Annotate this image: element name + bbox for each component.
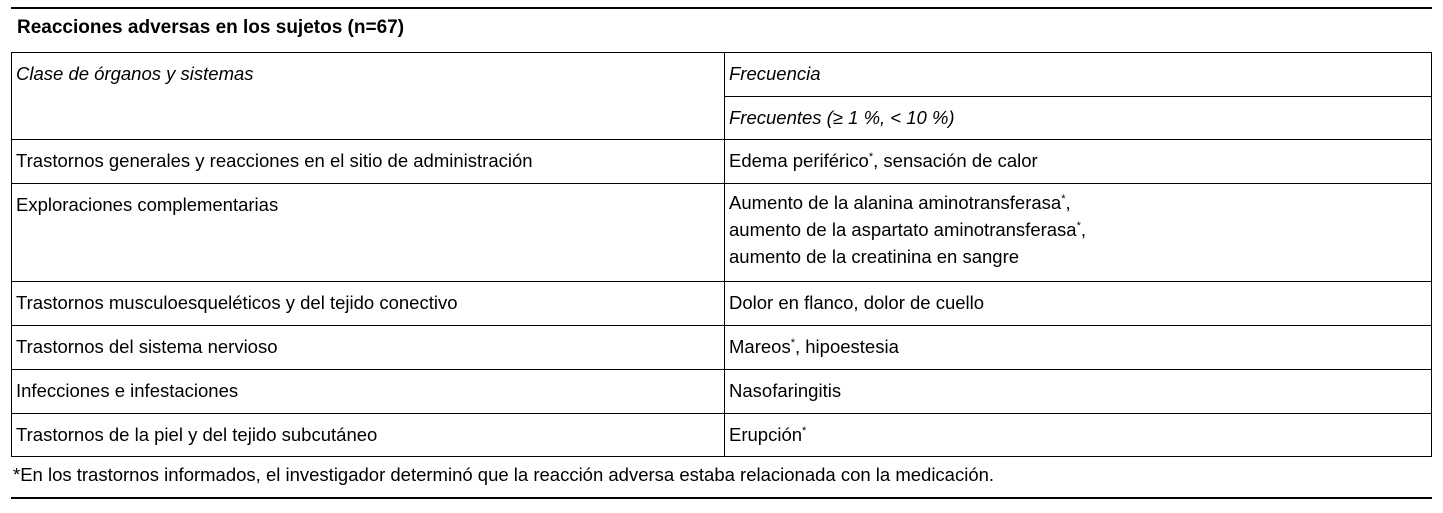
reaction-line (729, 189, 1427, 216)
subheader-frequency-common: Frecuentes (≥ 1 %, < 10 %) (725, 97, 1432, 140)
footnote: *En los trastornos informados, el investigador determinó que la reacción adversa estaba relacionada con la medicación. (13, 464, 995, 485)
reaction-cell (725, 326, 1432, 370)
table-row (12, 326, 1432, 370)
reaction-text: Mareos (729, 336, 791, 357)
adverse-reactions-table (11, 52, 1432, 457)
organ-class-cell: Trastornos musculoesqueléticos y del tejido conectivo (12, 282, 725, 326)
table-row (12, 282, 1432, 326)
header-frequency: Frecuencia (725, 53, 1432, 97)
reaction-text: Aumento de la alanina aminotransferasa (729, 192, 1062, 213)
reaction-cell (725, 184, 1432, 282)
reaction-text: Edema periférico (729, 150, 869, 171)
table-row (12, 140, 1432, 184)
reaction-line (729, 216, 1427, 243)
table-row (12, 370, 1432, 414)
reaction-cell (725, 140, 1432, 184)
organ-class-cell: Exploraciones complementarias (12, 184, 725, 282)
footnote-marker: * (790, 337, 795, 349)
reaction-text: , hipoestesia (794, 336, 899, 357)
table-row (12, 184, 1432, 282)
header-row (12, 53, 1432, 97)
top-rule (11, 7, 1432, 9)
bottom-rule (11, 497, 1432, 499)
organ-class-cell: Trastornos del sistema nervioso (12, 326, 725, 370)
footnote-marker: * (1076, 220, 1081, 232)
table-row (12, 414, 1432, 457)
reaction-text: , (1065, 192, 1071, 213)
organ-class-cell: Trastornos generales y reacciones en el sitio de administración (12, 140, 725, 184)
footnote-marker: * (802, 425, 807, 437)
reaction-line: aumento de la creatinina en sangre (729, 246, 1020, 267)
reaction-text: , sensación de calor (873, 150, 1038, 171)
organ-class-cell: Infecciones e infestaciones (12, 370, 725, 414)
table-title: Reacciones adversas en los sujetos (n=67) (17, 17, 405, 38)
reaction-text: Erupción (729, 424, 803, 445)
reaction-cell: Nasofaringitis (725, 370, 1432, 414)
header-organ-class: Clase de órganos y sistemas (12, 53, 725, 140)
footnote-marker: * (868, 151, 874, 163)
reaction-text: aumento de la aspartato aminotransferasa (729, 219, 1077, 240)
reaction-text: , (1080, 219, 1087, 240)
footnote-marker: * (1061, 193, 1066, 205)
reaction-cell (725, 414, 1432, 457)
organ-class-cell: Trastornos de la piel y del tejido subcutáneo (12, 414, 725, 457)
reaction-cell: Dolor en flanco, dolor de cuello (725, 282, 1432, 326)
